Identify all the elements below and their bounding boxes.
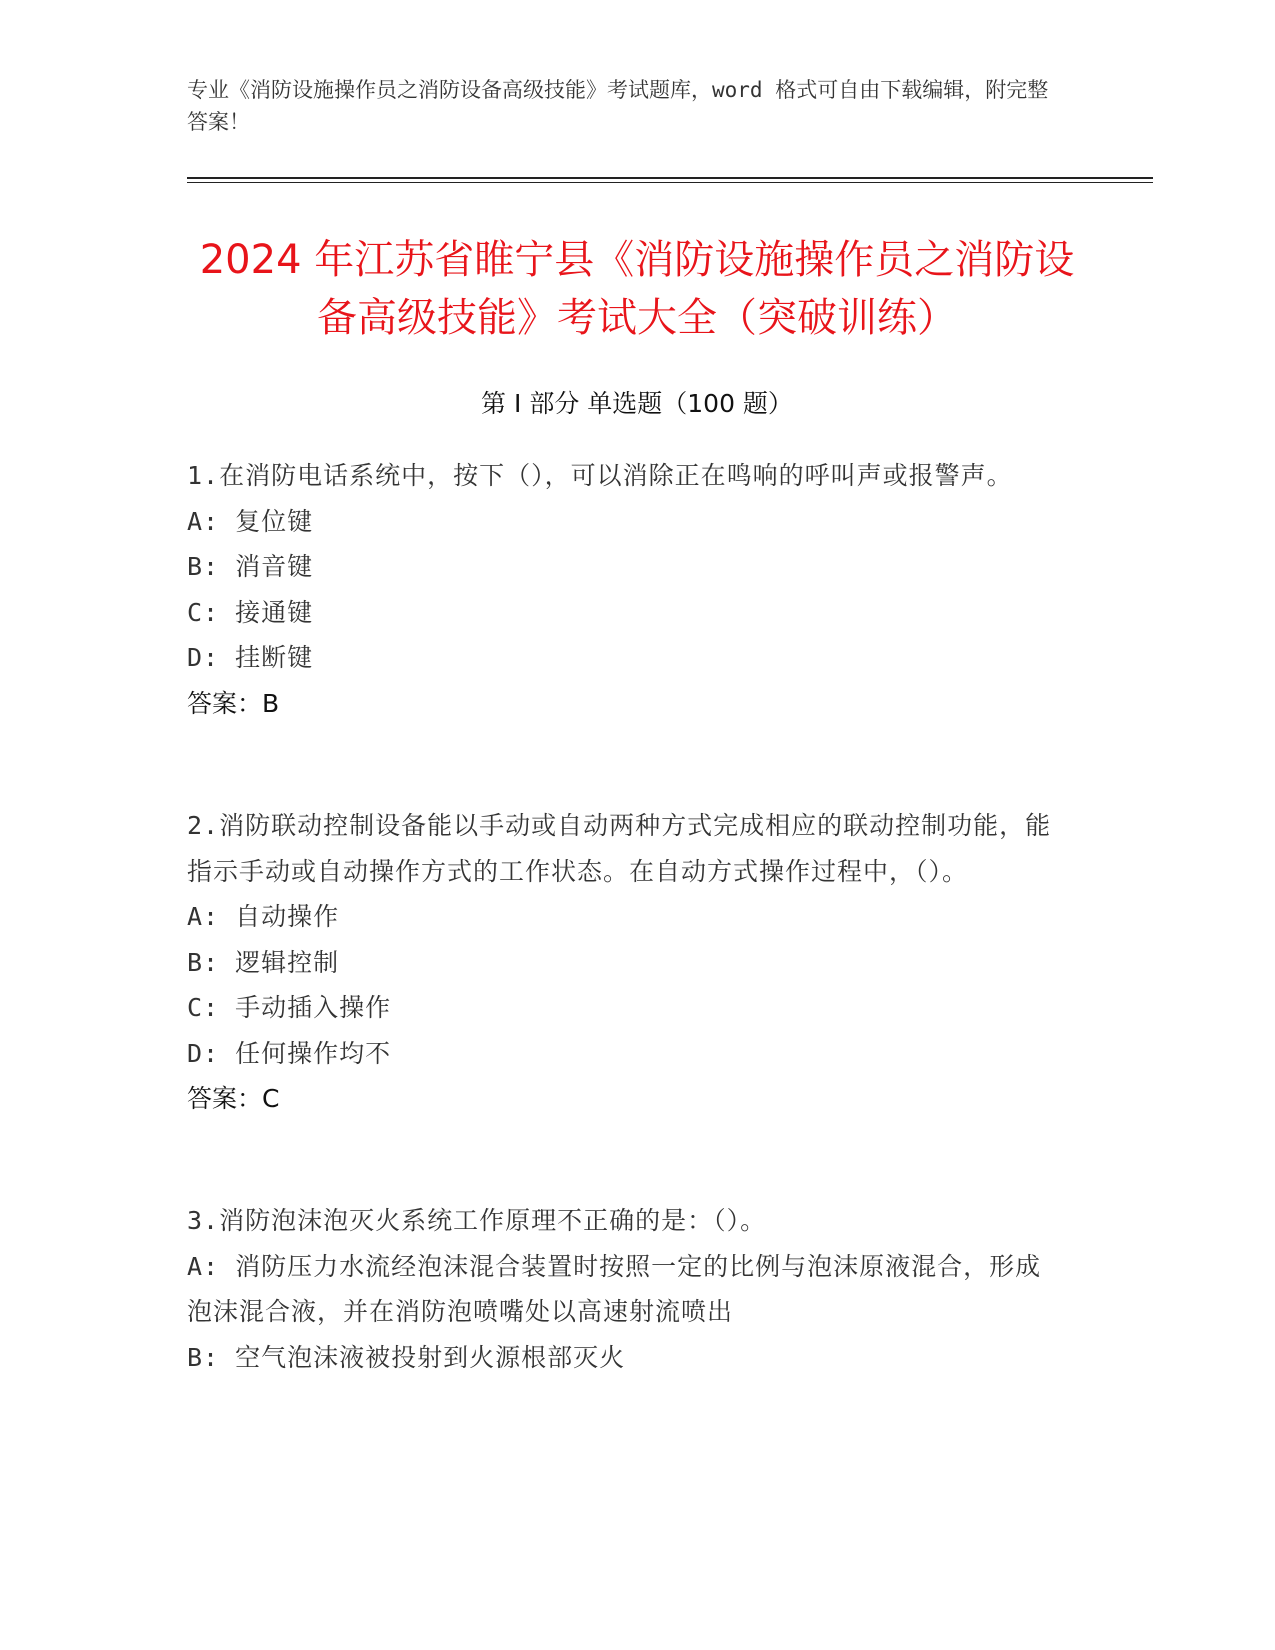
option-a: A: 消防压力水流经泡沫混合装置时按照一定的比例与泡沫原液混合，形成泡沫混合液，并在消防泡喷嘴处以高速射流喷出	[187, 1251, 1042, 1326]
option-b: B: 消音键	[187, 552, 314, 581]
document-title: 2024 年江苏省睢宁县《消防设施操作员之消防设备高级技能》考试大全（突破训练）	[199, 237, 1075, 341]
header-note: 专业《消防设施操作员之消防设备高级技能》考试题库，word 格式可自由下载编辑，附完整答案！	[187, 78, 1049, 134]
section-heading: 第 I 部分 单选题（100 题）	[481, 389, 793, 418]
option-d: D: 任何操作均不	[187, 1038, 392, 1068]
option-b: B: 空气泡沫液被投射到火源根部灭火	[187, 1342, 626, 1372]
question-stem: 1.在消防电话系统中，按下（），可以消除正在鸣响的呼叫声或报警声。	[187, 461, 1013, 490]
option-c: C: 手动插入操作	[187, 993, 392, 1022]
answer-line: 答案：C	[187, 1084, 280, 1113]
question-2	[187, 803, 1067, 1122]
question-stem: 3.消防泡沫泡灭火系统工作原理不正确的是：（）。	[187, 1206, 767, 1235]
option-d: D: 挂断键	[187, 643, 314, 672]
option-a: A: 自动操作	[187, 902, 340, 931]
question-3	[187, 1198, 1067, 1380]
question-stem: 2.消防联动控制设备能以手动或自动两种方式完成相应的联动控制功能，能指示手动或自动操作方式的工作状态。在自动方式操作过程中，（）。	[187, 811, 1052, 886]
option-a: A: 复位键	[187, 506, 314, 536]
option-c: C: 接通键	[187, 597, 314, 627]
header-divider-thick	[187, 177, 1153, 179]
answer-line: 答案：B	[187, 688, 280, 718]
option-b: B: 逻辑控制	[187, 947, 340, 977]
question-1	[187, 453, 1067, 726]
header-divider-thin	[187, 182, 1153, 183]
